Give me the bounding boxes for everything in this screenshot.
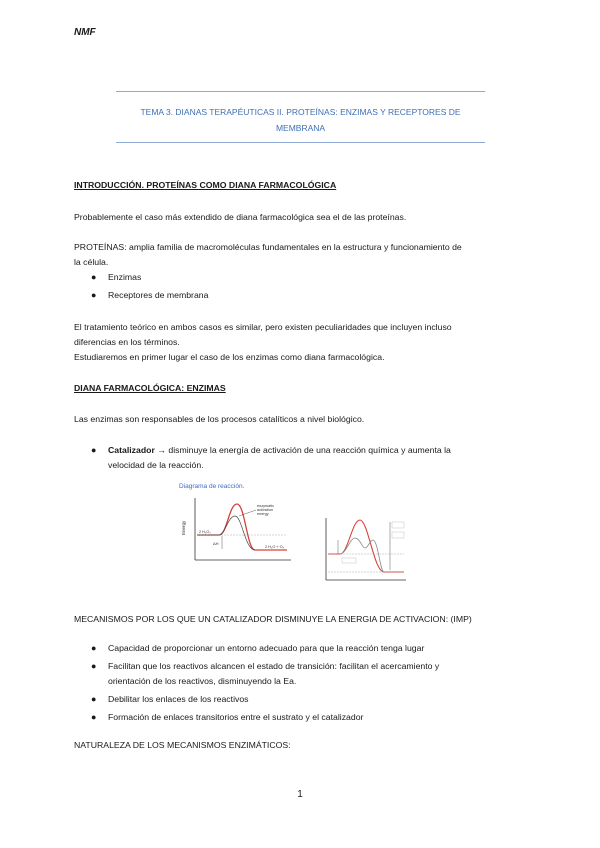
catalyzed-curve-2 <box>340 538 384 572</box>
title-top-rule <box>116 91 485 92</box>
list-item-text: Receptores de membrana <box>108 290 209 300</box>
intro-p3-line-2: diferencias en los términos. <box>74 337 180 347</box>
list-item <box>91 692 531 707</box>
intro-p2-line-1: PROTEÍNAS: amplia familia de macromoléculas fundamentales en la estructura y funcionamiento de <box>74 242 462 252</box>
catalyst-term: Catalizador <box>108 445 155 455</box>
reaction-diagram-2-svg <box>318 514 410 588</box>
list-item <box>91 641 531 656</box>
bullet-icon: ● <box>91 661 97 671</box>
document-title <box>116 104 485 136</box>
enzymes-heading: DIANA FARMACOLÓGICA: ENZIMAS <box>74 383 226 393</box>
energy-label: energy <box>257 512 269 516</box>
catalyst-list <box>91 443 531 476</box>
arrow-icon: → <box>157 445 166 455</box>
list-item <box>91 443 531 473</box>
bullet-icon: ● <box>91 694 97 704</box>
list-item <box>91 288 208 303</box>
mechanisms-list <box>91 641 531 728</box>
list-item-text: Debilitar los enlaces de los reactivos <box>108 694 249 704</box>
nature-heading: NATURALEZA DE LOS MECANISMOS ENZIMÁTICOS: <box>74 740 291 750</box>
intro-paragraph-3 <box>74 320 534 365</box>
reaction-diagram-svg <box>175 480 295 568</box>
intro-p2-line-2: la célula. <box>74 257 109 267</box>
enzymes-paragraph-1: Las enzimas son responsables de los procesos catalíticos a nivel biológico. <box>74 414 365 424</box>
reaction-diagram-2 <box>318 514 410 588</box>
activation-label: activation <box>257 508 274 512</box>
intro-heading: INTRODUCCIÓN. PROTEÍNAS COMO DIANA FARMACOLÓGICA <box>74 180 337 190</box>
catalyst-text-2: velocidad de la reacción. <box>108 460 204 470</box>
bullet-icon: ● <box>91 272 97 282</box>
intro-p3-line-3: Estudiaremos en primer lugar el caso de los enzimas como diana farmacológica. <box>74 352 385 362</box>
intro-list <box>91 270 208 306</box>
figure-ylabel: Energy <box>181 520 186 535</box>
uncatalyzed-curve-2 <box>328 520 404 572</box>
intro-p3-line-1: El tratamiento teórico en ambos casos es similar, pero existen peculiaridades que incluyen incluso <box>74 322 452 332</box>
mechanisms-heading: MECANISMOS POR LOS QUE UN CATALIZADOR DISMINUYE LA ENERGIA DE ACTIVACION: (IMP) <box>74 614 472 624</box>
list-item <box>91 710 531 725</box>
reaction-diagram-1 <box>175 480 295 568</box>
figure-title: Diagrama de reacción. <box>179 483 245 490</box>
title-line-1: TEMA 3. DIANAS TERAPÉUTICAS II. PROTEÍNAS: ENZIMAS Y RECEPTORES DE <box>140 107 461 117</box>
bullet-icon: ● <box>91 643 97 653</box>
list-item <box>91 659 531 689</box>
list-item <box>91 270 208 285</box>
header-mark: NMF <box>74 27 96 38</box>
reactants-label: 2 H₂O₂ <box>199 530 211 534</box>
list-item-text: Enzimas <box>108 272 142 282</box>
catalyst-text-1: disminuye la energía de activación de una reacción química y aumenta la <box>168 445 451 455</box>
intro-paragraph-1: Probablemente el caso más extendido de diana farmacológica sea el de las proteínas. <box>74 212 407 222</box>
list-item-text: Capacidad de proporcionar un entorno adecuado para que la reacción tenga lugar <box>108 643 425 653</box>
list-item-text: Formación de enlaces transitorios entre el sustrato y el catalizador <box>108 712 364 722</box>
bullet-icon: ● <box>91 445 97 455</box>
intro-paragraph-2 <box>74 240 534 270</box>
enzymatic-label: enzymatic <box>257 504 275 508</box>
page-number: 1 <box>297 789 303 800</box>
bullet-icon: ● <box>91 290 97 300</box>
list-item-text: Facilitan que los reactivos alcancen el estado de transición: facilitan el acercamiento y <box>108 661 440 671</box>
list-item-text-cont: orientación de los reactivos, disminuyendo la Ea. <box>108 676 297 686</box>
products-label: 2 H₂O + O₂ <box>265 545 285 549</box>
title-bottom-rule <box>116 142 485 143</box>
title-line-2: MEMBRANA <box>275 123 326 133</box>
bullet-icon: ● <box>91 712 97 722</box>
delta-h-label: ΔH <box>213 541 219 546</box>
